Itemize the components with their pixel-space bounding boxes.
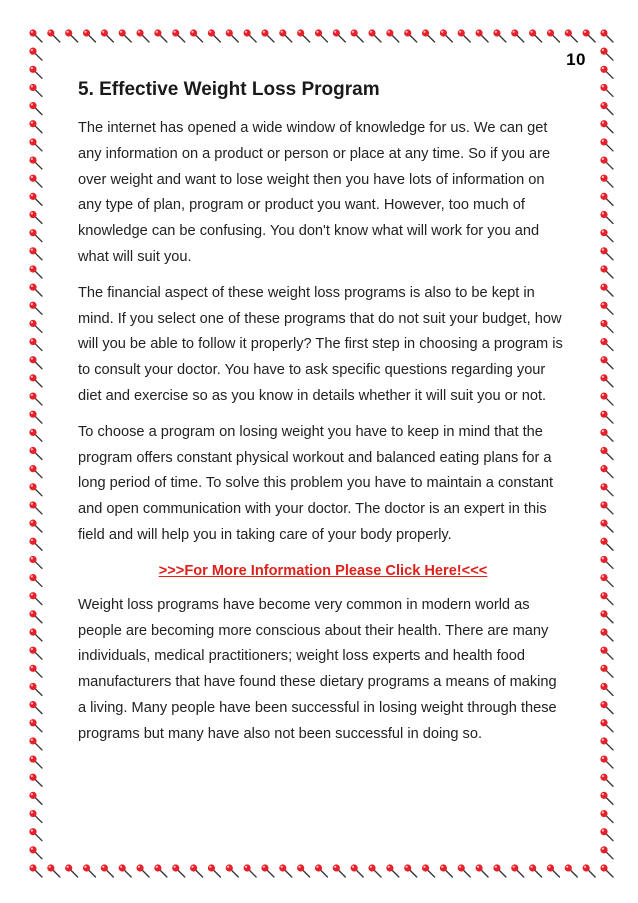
lollipop-icon: [547, 29, 560, 42]
lollipop-icon: [600, 138, 613, 151]
lollipop-icon: [208, 864, 221, 877]
lollipop-icon: [600, 810, 613, 823]
paragraph: Weight loss programs have become very common in modern world as people are becoming more conscious about their health. There are many individuals, medical practitioners; weight loss experts and health food manufacturers that have found these dietary programs a means of making a living. Many people have been successful in losing weight through these programs but many have also not been successful in doing so.: [78, 596, 557, 742]
lollipop-icon: [600, 483, 613, 496]
lollipop-icon: [136, 29, 149, 42]
lollipop-icon: [511, 29, 524, 42]
lollipop-icon: [600, 229, 613, 242]
lollipop-icon: [29, 138, 42, 151]
lollipop-icon: [244, 864, 257, 877]
lollipop-icon: [351, 864, 364, 877]
lollipop-icon: [351, 29, 364, 42]
lollipop-icon: [83, 864, 96, 877]
lollipop-icon: [368, 864, 381, 877]
lollipop-icon: [29, 156, 42, 169]
lollipop-icon: [600, 574, 613, 587]
lollipop-icon: [600, 610, 613, 623]
lollipop-icon: [404, 29, 417, 42]
lollipop-icon: [29, 447, 42, 460]
lollipop-icon: [208, 29, 221, 42]
lollipop-icon: [600, 792, 613, 805]
lollipop-icon: [583, 29, 596, 42]
lollipop-icon: [600, 755, 613, 768]
lollipop-icon: [29, 356, 42, 369]
lollipop-icon: [600, 828, 613, 841]
lollipop-icon: [29, 302, 42, 315]
paragraph: To choose a program on losing weight you have to keep in mind that the program offers constant physical workout and balanced eating plans for a long period of time. To solve this problem you have to maintain a constant and open communication with your doctor. The doctor is an expert in this field and will help you in taking care of your body properly.: [78, 423, 554, 543]
lollipop-icon: [29, 520, 42, 533]
lollipop-icon: [65, 29, 78, 42]
more-info-link[interactable]: >>>For More Information Please Click Here!<<<: [158, 562, 488, 579]
lollipop-icon: [600, 846, 613, 859]
lollipop-icon: [172, 864, 185, 877]
lollipop-icon: [29, 737, 42, 750]
lollipop-icon: [600, 737, 613, 750]
lollipop-icon: [386, 864, 399, 877]
lollipop-icon: [29, 374, 42, 387]
lollipop-icon: [422, 864, 435, 877]
lollipop-icon: [600, 84, 613, 97]
lollipop-icon: [47, 864, 60, 877]
lollipop-icon: [29, 846, 42, 859]
lollipop-icon: [29, 647, 42, 660]
lollipop-icon: [154, 864, 167, 877]
lollipop-icon: [600, 284, 613, 297]
lollipop-icon: [440, 864, 453, 877]
lollipop-icon: [600, 628, 613, 641]
lollipop-icon: [279, 29, 292, 42]
lollipop-icon: [83, 29, 96, 42]
lollipop-icon: [600, 356, 613, 369]
lollipop-icon: [29, 229, 42, 242]
lollipop-icon: [600, 556, 613, 569]
lollipop-icon: [600, 29, 613, 42]
lollipop-icon: [600, 265, 613, 278]
lollipop-icon: [493, 29, 506, 42]
lollipop-icon: [600, 501, 613, 514]
lollipop-icon: [190, 29, 203, 42]
lollipop-icon: [29, 48, 42, 61]
lollipop-icon: [29, 29, 42, 42]
lollipop-icon: [29, 828, 42, 841]
lollipop-icon: [600, 338, 613, 351]
lollipop-icon: [600, 465, 613, 478]
lollipop-icon: [29, 755, 42, 768]
lollipop-icon: [600, 719, 613, 732]
lollipop-icon: [600, 175, 613, 188]
lollipop-icon: [29, 465, 42, 478]
lollipop-icon: [475, 29, 488, 42]
lollipop-icon: [29, 247, 42, 260]
lollipop-icon: [244, 29, 257, 42]
lollipop-icon: [565, 864, 578, 877]
lollipop-icon: [29, 84, 42, 97]
lollipop-icon: [511, 864, 524, 877]
lollipop-icon: [65, 864, 78, 877]
page-number: 10: [566, 50, 586, 69]
lollipop-icon: [29, 429, 42, 442]
lollipop-icon: [172, 29, 185, 42]
lollipop-icon: [29, 610, 42, 623]
paragraph: The financial aspect of these weight loss programs is also to be kept in mind. If you select one of these programs that do not suit your budget, how will you be able to follow it properly? The first step in choosing a program is to consult your doctor. You have to ask specific questions regarding your diet and exercise so as you know in details whether it will suit you or not.: [78, 284, 563, 404]
lollipop-icon: [297, 29, 310, 42]
lollipop-icon: [600, 392, 613, 405]
lollipop-icon: [29, 683, 42, 696]
lollipop-icon: [261, 864, 274, 877]
lollipop-icon: [422, 29, 435, 42]
more-info-link-line: [78, 559, 568, 583]
lollipop-icon: [458, 29, 471, 42]
lollipop-icon: [315, 864, 328, 877]
lollipop-icon: [600, 411, 613, 424]
lollipop-icon: [600, 211, 613, 224]
lollipop-icon: [136, 864, 149, 877]
lollipop-icon: [29, 411, 42, 424]
lollipop-icon: [29, 574, 42, 587]
lollipop-icon: [261, 29, 274, 42]
lollipop-icon: [119, 864, 132, 877]
lollipop-icon: [29, 120, 42, 133]
lollipop-icon: [600, 374, 613, 387]
lollipop-icon: [386, 29, 399, 42]
lollipop-icon: [600, 320, 613, 333]
lollipop-icon: [547, 864, 560, 877]
lollipop-icon: [529, 29, 542, 42]
lollipop-icon: [600, 193, 613, 206]
paragraph: The internet has opened a wide window of knowledge for us. We can get any information on a product or person or place at any time. So if you are over weight and want to lose weight then you have lots of information on any type of plan, program or product you want. However, too much of knowledge can be confusing. You don't know what will work for you and what will suit you.: [78, 120, 551, 265]
lollipop-icon: [29, 265, 42, 278]
lollipop-icon: [29, 864, 42, 877]
content-area: [78, 78, 568, 758]
lollipop-icon: [475, 864, 488, 877]
lollipop-icon: [315, 29, 328, 42]
lollipop-icon: [600, 66, 613, 79]
lollipop-icon: [226, 29, 239, 42]
lollipop-icon: [29, 501, 42, 514]
lollipop-icon: [600, 48, 613, 61]
lollipop-icon: [600, 302, 613, 315]
lollipop-icon: [600, 247, 613, 260]
section-title: 5. Effective Weight Loss Program: [78, 79, 380, 100]
lollipop-icon: [119, 29, 132, 42]
lollipop-icon: [101, 864, 114, 877]
lollipop-icon: [154, 29, 167, 42]
lollipop-icon: [297, 864, 310, 877]
lollipop-icon: [29, 628, 42, 641]
lollipop-icon: [493, 864, 506, 877]
lollipop-icon: [226, 864, 239, 877]
lollipop-icon: [600, 429, 613, 442]
lollipop-icon: [29, 556, 42, 569]
lollipop-icon: [29, 211, 42, 224]
lollipop-icon: [29, 719, 42, 732]
lollipop-icon: [279, 864, 292, 877]
lollipop-icon: [29, 338, 42, 351]
lollipop-icon: [600, 701, 613, 714]
lollipop-icon: [29, 792, 42, 805]
lollipop-icon: [29, 810, 42, 823]
lollipop-icon: [600, 538, 613, 551]
lollipop-icon: [29, 701, 42, 714]
lollipop-icon: [29, 284, 42, 297]
lollipop-icon: [29, 665, 42, 678]
lollipop-icon: [583, 864, 596, 877]
lollipop-icon: [404, 864, 417, 877]
lollipop-icon: [600, 665, 613, 678]
lollipop-icon: [600, 683, 613, 696]
lollipop-icon: [600, 864, 613, 877]
lollipop-icon: [600, 120, 613, 133]
lollipop-icon: [333, 864, 346, 877]
lollipop-icon: [440, 29, 453, 42]
lollipop-icon: [29, 774, 42, 787]
lollipop-icon: [600, 647, 613, 660]
lollipop-icon: [368, 29, 381, 42]
lollipop-icon: [101, 29, 114, 42]
lollipop-icon: [29, 592, 42, 605]
lollipop-icon: [600, 774, 613, 787]
lollipop-icon: [29, 320, 42, 333]
lollipop-icon: [29, 392, 42, 405]
lollipop-icon: [600, 520, 613, 533]
lollipop-icon: [529, 864, 542, 877]
lollipop-icon: [29, 102, 42, 115]
lollipop-icon: [190, 864, 203, 877]
lollipop-icon: [333, 29, 346, 42]
lollipop-icon: [458, 864, 471, 877]
lollipop-icon: [29, 175, 42, 188]
lollipop-icon: [600, 156, 613, 169]
lollipop-icon: [29, 193, 42, 206]
lollipop-icon: [29, 538, 42, 551]
lollipop-icon: [600, 102, 613, 115]
lollipop-icon: [47, 29, 60, 42]
lollipop-icon: [600, 447, 613, 460]
lollipop-icon: [29, 483, 42, 496]
lollipop-icon: [29, 66, 42, 79]
lollipop-icon: [600, 592, 613, 605]
lollipop-icon: [565, 29, 578, 42]
